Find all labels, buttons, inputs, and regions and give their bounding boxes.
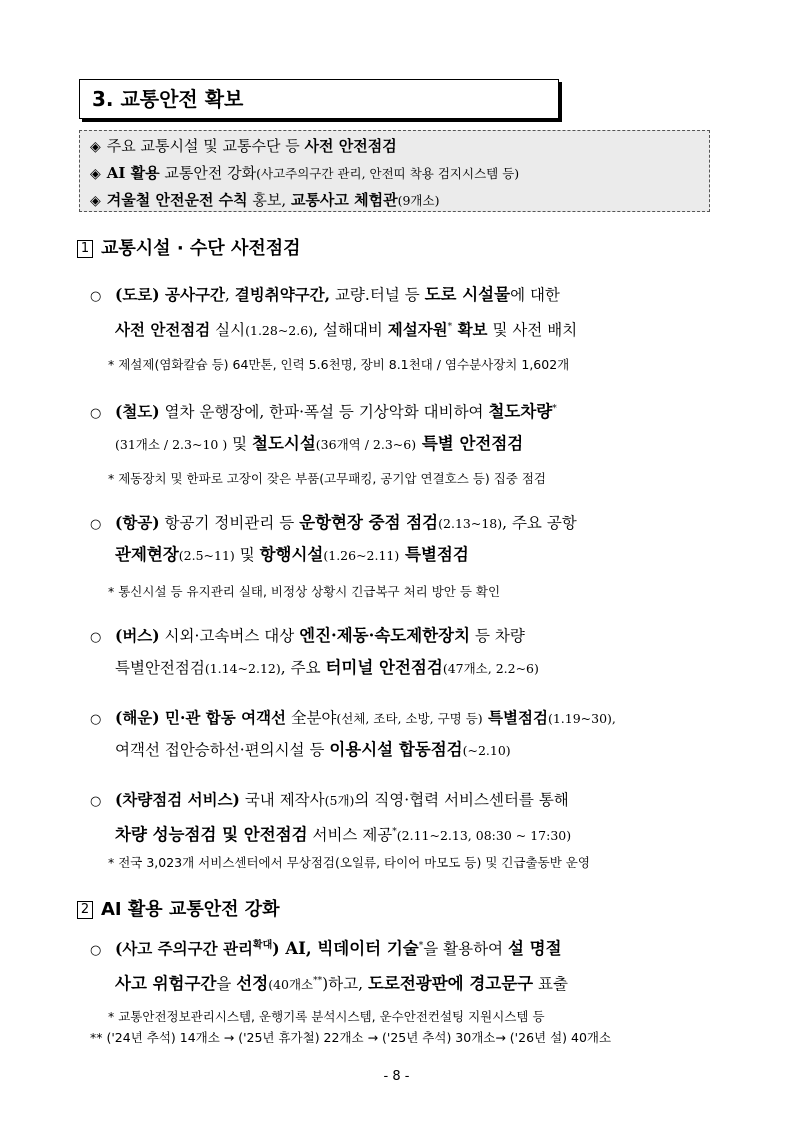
summary-line-2 <box>90 160 709 187</box>
item-bold: 엔진·제동·속도제한장치 <box>299 626 471 645</box>
footnote: * 제동장치 및 한파로 고장이 잦은 부품(고무패킹, 공기압 연결호스 등) 집중 점검 <box>108 471 547 486</box>
item-line <box>90 653 730 684</box>
item-category: (버스) <box>115 626 160 645</box>
item-bus <box>90 621 730 684</box>
item-category: (차량점검 서비스) <box>115 790 240 809</box>
item-line <box>90 280 730 312</box>
item-air <box>90 508 730 571</box>
summary-bold: AI 활용 <box>106 164 160 182</box>
item-bold: 공사구간 <box>159 285 225 304</box>
item-small: (1.14~2.12) <box>204 661 281 676</box>
summary-line-1 <box>90 133 709 160</box>
item-text: 등 차량 <box>470 627 525 645</box>
item-line <box>90 785 730 817</box>
summary-bold: 사전 안전점검 <box>304 137 397 155</box>
item-bold: 선정 <box>236 974 269 994</box>
item-car-service <box>90 785 730 851</box>
item-line <box>90 817 730 851</box>
item-bold: 제설자원 <box>387 320 448 340</box>
item-category: (도로) <box>115 285 160 304</box>
item-text: , 주요 공항 <box>502 514 577 532</box>
footnote-marker: * <box>418 941 424 951</box>
item-bold: 사고 위험구간 <box>115 974 217 994</box>
circle-bullet-icon: ○ <box>90 630 102 645</box>
item-small: (2.13~18) <box>438 516 503 531</box>
item-small: (2.5~11) <box>178 548 235 563</box>
footnote: * 제설제(염화칼슘 등) 64만톤, 인력 5.6천명, 장비 8.1천대 / 염수분사장치 1,602개 <box>108 357 570 372</box>
section-title: 3. 교통안전 확보 <box>79 79 559 119</box>
item-text: 교량.터널 등 <box>330 286 425 304</box>
item-line <box>90 394 730 429</box>
number-box-icon: 2 <box>77 901 93 919</box>
item-bold: 설 명절 <box>507 939 562 959</box>
item-bold: 철도시설 <box>252 434 316 454</box>
item-small: (1.26~2.11) <box>323 548 400 563</box>
item-small: (31개소 / 2.3~10 ) <box>115 437 228 453</box>
item-bold: 확보 <box>452 320 488 340</box>
item-small: (1.28~2.6) <box>245 323 314 339</box>
item-small: (1.19~30), <box>547 711 616 726</box>
item-text: 에 대한 <box>510 286 560 304</box>
summary-text: 주요 교통시설 및 교통수단 등 <box>106 137 305 155</box>
item-text: 실시 <box>210 321 246 340</box>
subsection-title: AI 활용 교통안전 강화 <box>101 899 280 920</box>
item-bold: 항행시설 <box>259 545 324 564</box>
footnote-marker: ** <box>313 976 323 987</box>
item-text: , 주요 <box>280 659 326 677</box>
item-text: 을 <box>216 975 237 994</box>
subsection-heading-2 <box>77 895 280 921</box>
item-small: (5개) <box>324 793 355 808</box>
item-rail <box>90 394 730 460</box>
item-category: (항공) <box>115 513 160 532</box>
item-line <box>90 735 730 766</box>
item-bold: 결빙취약구간, <box>234 285 331 304</box>
footnote: * 통신시설 등 유지관리 실태, 비정상 상황시 긴급복구 처리 방안 등 확인 <box>108 584 501 599</box>
summary-small: (9개소) <box>397 193 440 208</box>
summary-small: (사고주의구간 관리, 안전띠 착용 검지시스템 등) <box>256 166 520 181</box>
item-text: 및 사전 배치 <box>487 321 578 340</box>
summary-text: 교통안전 강화 <box>159 164 257 182</box>
circle-bullet-icon: ○ <box>90 289 102 304</box>
expand-tag: 확대 <box>252 940 273 951</box>
item-text: 표출 <box>533 975 568 994</box>
item-text: 全분야 <box>286 709 337 727</box>
item-text: 특별안전점검 <box>115 659 205 677</box>
item-text: , 설해대비 <box>313 321 388 340</box>
item-text: 및 <box>234 546 260 564</box>
item-small: (40개소 <box>268 977 314 993</box>
item-bold: 철도차량 <box>488 402 553 422</box>
item-small: (47개소, 2.2~6) <box>442 661 539 676</box>
summary-text: 홍보, <box>247 191 291 209</box>
item-sea <box>90 703 730 766</box>
item-text: 서비스 제공 <box>307 826 393 845</box>
item-text: 국내 제작사 <box>239 791 325 809</box>
item-bold: 특별점검 <box>482 708 548 727</box>
item-bold: 차량 성능점검 및 안전점검 <box>115 825 308 845</box>
circle-bullet-icon: ○ <box>90 943 102 959</box>
item-small: (선체, 조타, 소방, 구명 등) <box>336 711 483 726</box>
summary-bold: 교통사고 체험관 <box>290 191 398 209</box>
item-category: (사고 주의구간 관리 <box>115 939 253 959</box>
item-line <box>90 540 730 571</box>
item-bold: 특별점검 <box>399 545 469 564</box>
number-box-icon: 1 <box>77 240 93 258</box>
item-bold: 도로전광판에 경고문구 <box>367 974 534 994</box>
page-number: - 8 - <box>383 1069 410 1084</box>
item-category: (철도) <box>115 402 160 422</box>
item-text: 열차 운행장에, 한파·폭설 등 기상악화 대비하여 <box>159 403 489 422</box>
subsection-heading-1 <box>77 234 301 260</box>
circle-bullet-icon: ○ <box>90 517 102 532</box>
subsection-title: 교통시설 · 수단 사전점검 <box>101 238 301 259</box>
item-bold: 관제현장 <box>115 545 179 564</box>
item-bold: AI, 빅데이터 기술 <box>279 939 419 959</box>
item-small: (36개역 / 2.3~6) <box>315 437 417 453</box>
item-bold: 터미널 안전점검 <box>325 658 443 677</box>
item-bold: 도로 시설물 <box>424 285 511 304</box>
item-text: , <box>224 286 235 304</box>
item-bold: 이용시설 합동점검 <box>329 740 463 759</box>
item-line <box>90 312 730 346</box>
circle-bullet-icon: ○ <box>90 406 102 422</box>
item-text: )하고, <box>322 975 368 994</box>
item-line <box>90 508 730 540</box>
item-text: 의 직영·협력 서비스센터를 통해 <box>354 791 569 809</box>
item-bold: 민·관 합동 여객선 <box>159 708 287 727</box>
item-bold: 특별 안전점검 <box>416 434 524 454</box>
summary-line-3 <box>90 187 709 214</box>
diamond-bullet-icon: ◈ <box>90 193 101 209</box>
item-text: 항공기 정비관리 등 <box>159 514 300 532</box>
item-line <box>90 931 730 966</box>
footnote: * 전국 3,023개 서비스센터에서 무상점검(오일류, 타이어 마모도 등) 및 긴급출동반 운영 <box>108 855 590 870</box>
item-text: 및 <box>227 435 253 454</box>
circle-bullet-icon: ○ <box>90 712 102 727</box>
item-line <box>90 966 730 1000</box>
item-bold: 사전 안전점검 <box>115 320 211 340</box>
footnote-marker: * <box>552 404 557 414</box>
item-small: (2.11~2.13, 08:30 ~ 17:30) <box>396 828 572 844</box>
item-line <box>90 703 730 735</box>
item-text: 을 활용하여 <box>423 940 508 959</box>
item-text: 여객선 접안승하선·편의시설 등 <box>115 741 330 759</box>
circle-bullet-icon: ○ <box>90 794 102 809</box>
item-category: ) <box>272 939 280 959</box>
footnote-marker: * <box>447 322 453 332</box>
item-line <box>90 621 730 653</box>
diamond-bullet-icon: ◈ <box>90 166 101 182</box>
summary-box <box>79 130 710 212</box>
item-bold: 운항현장 중점 점검 <box>299 513 439 532</box>
diamond-bullet-icon: ◈ <box>90 139 101 155</box>
item-category: (해운) <box>115 708 160 727</box>
footnote: ** ('24년 추석) 14개소 → ('25년 휴가철) 22개소 → ('25년 추석) 30개소→ ('26년 설) 40개소 <box>90 1030 612 1045</box>
item-road <box>90 280 730 346</box>
summary-bold: 겨울철 안전운전 수칙 <box>106 191 248 209</box>
item-small: (~2.10) <box>462 743 511 758</box>
footnote: * 교통안전정보관리시스템, 운행기록 분석시스템, 운수안전컨설팅 지원시스템 등 <box>108 1009 545 1024</box>
item-text: 시외·고속버스 대상 <box>159 627 300 645</box>
item-line <box>90 429 730 460</box>
item-ai <box>90 931 730 1000</box>
footnote-marker: * <box>392 827 397 837</box>
